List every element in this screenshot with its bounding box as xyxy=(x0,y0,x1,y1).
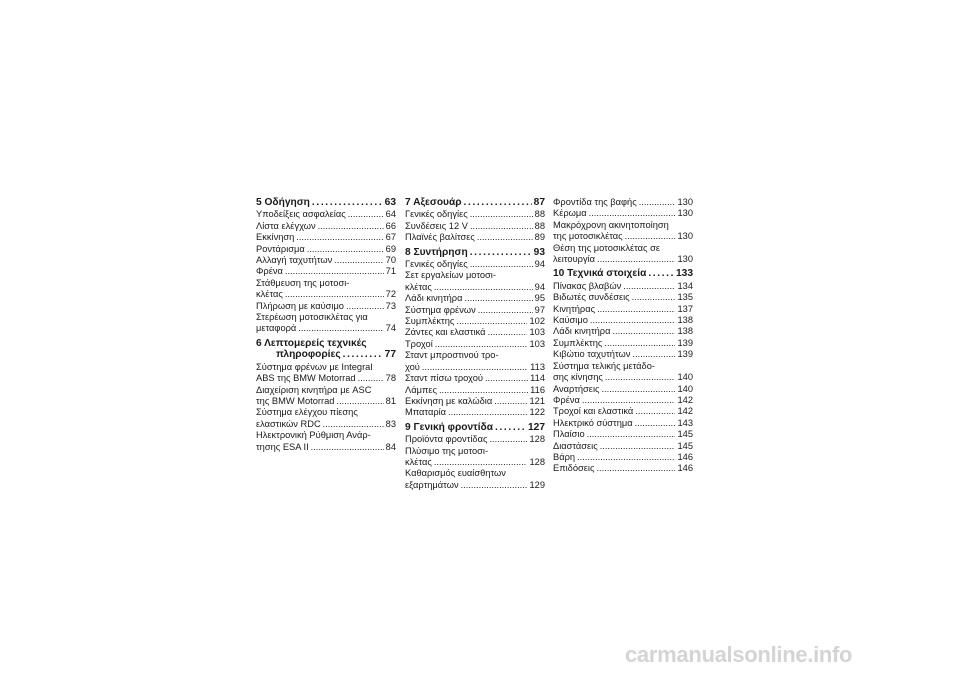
dot-leader xyxy=(346,301,384,312)
toc-page-number: 94 xyxy=(534,259,545,270)
dot-leader xyxy=(612,326,675,337)
toc-page-number: 103 xyxy=(529,327,545,338)
toc-entry-title: σης κίνησης xyxy=(553,372,603,383)
toc-page-number: 128 xyxy=(529,434,545,445)
toc-entry-title: ABS της BMW Motorrad xyxy=(256,373,356,384)
toc-entry-title: Γενικές οδηγίες xyxy=(405,259,468,270)
dot-leader xyxy=(336,396,383,407)
toc-chapter-heading[interactable] xyxy=(256,197,396,208)
toc-page-number: 145 xyxy=(677,440,693,451)
toc-page-number: 128 xyxy=(529,456,545,467)
toc-page-number: 63 xyxy=(384,197,396,208)
dot-leader xyxy=(632,292,676,303)
toc-entry[interactable] xyxy=(405,339,545,350)
toc-entry[interactable] xyxy=(553,208,693,219)
dot-leader xyxy=(285,266,384,277)
toc-entry-title: Λάμπες xyxy=(405,384,437,395)
dot-leader xyxy=(604,338,675,349)
toc-page-number: 140 xyxy=(677,383,693,394)
toc-page-number: 130 xyxy=(677,208,693,219)
toc-entry[interactable] xyxy=(405,468,545,491)
dot-leader xyxy=(623,281,675,292)
dot-leader xyxy=(632,349,675,360)
toc-page-number: 84 xyxy=(385,441,396,452)
toc-entry-title: Εκκίνηση με καλώδια xyxy=(405,395,493,406)
toc-chapter-heading[interactable] xyxy=(405,247,545,258)
toc-entry[interactable] xyxy=(256,407,396,430)
toc-page-number: 89 xyxy=(534,232,545,243)
dot-leader xyxy=(470,247,532,258)
toc-entry-title-line: Καθαρισμός ευαίσθητων xyxy=(405,468,506,479)
toc-entry[interactable] xyxy=(553,197,693,208)
toc-page-number: 67 xyxy=(385,232,396,243)
toc-entry-title-line: 6 Λεπτομερείς τεχνικές xyxy=(256,337,367,349)
toc-entry[interactable] xyxy=(553,463,693,474)
toc-entry-title: Βάρη xyxy=(553,451,576,462)
toc-page-number: 95 xyxy=(534,293,545,304)
toc-page-number: 77 xyxy=(384,349,396,361)
toc-page-number: 142 xyxy=(677,406,693,417)
toc-page-number: 139 xyxy=(677,349,693,360)
toc-entry[interactable] xyxy=(405,385,545,396)
dot-leader xyxy=(590,315,676,326)
toc-page-number: 103 xyxy=(529,338,545,349)
toc-entry-title-line: Σετ εργαλείων μοτοσι- xyxy=(405,270,496,281)
toc-chapter-heading[interactable] xyxy=(405,197,545,208)
toc-entry[interactable] xyxy=(405,434,545,445)
toc-page-number: 145 xyxy=(677,429,693,440)
toc-page-number: 73 xyxy=(385,300,396,311)
toc-entry-title: Κέρωμα xyxy=(553,208,587,219)
toc-entry[interactable] xyxy=(553,429,693,440)
toc-page-number: 121 xyxy=(529,395,545,406)
dot-leader xyxy=(334,255,383,266)
toc-entry-title-line: Σύστημα φρένων με Integral xyxy=(256,361,373,372)
toc-entry[interactable] xyxy=(553,326,693,337)
toc-page-number: 142 xyxy=(677,394,693,405)
toc-entry-title: Σύστημα φρένων xyxy=(405,304,476,315)
toc-entry-title: Πλαϊνές βαλίτσες xyxy=(405,232,475,243)
toc-entry-title: Καύσιμο xyxy=(553,315,588,326)
toc-entry-title: Ροντάρισμα xyxy=(256,243,305,254)
dot-leader xyxy=(625,231,676,242)
toc-entry-title: πληροφορίες xyxy=(276,349,341,361)
toc-entry[interactable] xyxy=(256,209,396,220)
dot-leader xyxy=(470,209,533,220)
toc-entry[interactable] xyxy=(405,407,545,418)
toc-page-number: 114 xyxy=(530,373,545,384)
toc-page-number: 143 xyxy=(677,417,693,428)
toc-entry-title-line: Διαχείριση κινητήρα με ASC xyxy=(256,384,372,395)
toc-page-number: 102 xyxy=(529,316,545,327)
toc-entry-title: λειτουργία xyxy=(553,254,596,265)
dot-leader xyxy=(439,385,528,396)
dot-leader xyxy=(477,232,533,243)
toc-entry-title: Συνδέσεις 12 V xyxy=(405,220,468,231)
dot-leader xyxy=(435,339,528,350)
toc-entry-title: Φρένα xyxy=(256,266,283,277)
dot-leader xyxy=(589,208,676,219)
toc-entry[interactable] xyxy=(256,301,396,312)
toc-entry-title: Ζάντες και ελαστικά xyxy=(405,327,486,338)
dot-leader xyxy=(597,254,675,265)
toc-entry-title: Υποδείξεις ασφαλείας xyxy=(256,209,346,220)
toc-entry-title: Συμπλέκτης xyxy=(553,337,603,348)
toc-page-number: 81 xyxy=(385,395,396,406)
toc-entry-title: Διαστάσεις xyxy=(553,440,598,451)
toc-entry-title: Φροντίδα της βαφής xyxy=(553,197,637,207)
toc-entry-title: Εκκίνηση xyxy=(256,232,295,243)
dot-leader xyxy=(488,327,528,338)
dot-leader xyxy=(587,429,676,440)
toc-entry[interactable] xyxy=(405,232,545,243)
toc-entry[interactable] xyxy=(553,361,693,384)
toc-entry-title: 5 Οδήγηση xyxy=(256,197,310,208)
dot-leader xyxy=(494,396,527,407)
toc-page-number: 133 xyxy=(676,268,693,280)
toc-page-number: 122 xyxy=(529,407,545,418)
toc-column-2 xyxy=(405,197,545,491)
toc-page-number: 130 xyxy=(677,231,693,242)
toc-entry-title: Σταντ πίσω τροχού xyxy=(405,373,483,384)
dot-leader xyxy=(639,197,676,208)
dot-leader xyxy=(323,419,384,430)
toc-entry-title-line: Σύστημα τελικής μετάδο- xyxy=(553,360,655,371)
toc-page-number: 113 xyxy=(530,361,545,372)
toc-entry[interactable] xyxy=(256,266,396,277)
toc-page-number: 83 xyxy=(385,418,396,429)
dot-leader xyxy=(597,304,675,315)
toc-page-number: 71 xyxy=(385,266,396,277)
toc-entry-title: Κιβώτιο ταχυτήτων xyxy=(553,349,631,360)
toc-entry-title: Προϊόντα φροντίδας xyxy=(405,434,488,445)
dot-leader xyxy=(343,349,383,360)
toc-entry[interactable] xyxy=(553,315,693,326)
toc-entry-title: τησης ESA II xyxy=(256,441,309,452)
toc-entry-title-line: Στερέωση μοτοσικλέτας για xyxy=(256,312,368,323)
toc-entry-title: κλέτας xyxy=(256,289,283,300)
toc-page-number: 137 xyxy=(677,303,693,314)
toc-entry-title: Λάδι κινητήρα xyxy=(553,326,611,337)
toc-entry-title: της μοτοσικλέτας xyxy=(553,231,623,242)
toc-page-number: 72 xyxy=(385,289,396,300)
toc-entry-title: Λάδι κινητήρα xyxy=(405,293,463,304)
toc-page-number: 134 xyxy=(677,280,693,291)
dot-leader xyxy=(456,316,527,327)
toc-column-3 xyxy=(553,197,693,475)
toc-entry-title: Ηλεκτρικό σύστημα xyxy=(553,417,633,428)
toc-entry-title: 10 Τεχνικά στοιχεία xyxy=(553,268,647,280)
toc-entry[interactable] xyxy=(405,446,545,469)
toc-entry[interactable] xyxy=(553,452,693,463)
toc-entry-title: Τροχοί και ελαστικά xyxy=(553,406,634,417)
toc-entry[interactable] xyxy=(405,373,545,384)
toc-entry-title-line: Ηλεκτρονική Ρύθμιση Ανάρ- xyxy=(256,430,371,441)
toc-entry-title-line: Στάθμευση της μοτοσι- xyxy=(256,277,350,288)
dot-leader xyxy=(296,232,383,243)
toc-page-number: 146 xyxy=(677,463,693,474)
toc-entry[interactable] xyxy=(405,396,545,407)
toc-entry[interactable] xyxy=(405,350,545,373)
toc-entry[interactable] xyxy=(553,441,693,452)
dot-leader xyxy=(635,418,676,429)
watermark-text[interactable]: carmanualsonline.info xyxy=(625,642,853,667)
dot-leader xyxy=(470,259,533,270)
toc-entry-title-line: Θέση της μοτοσικλέτας σε xyxy=(553,242,660,253)
toc-entry[interactable] xyxy=(553,406,693,417)
toc-entry-title: ελαστικών RDC xyxy=(256,418,321,429)
toc-entry[interactable] xyxy=(256,362,396,385)
toc-page-number: 138 xyxy=(677,315,693,326)
toc-entry-title: εξαρτημάτων xyxy=(405,479,459,490)
toc-page-number: 87 xyxy=(533,197,545,208)
toc-entry[interactable] xyxy=(553,304,693,315)
dot-leader xyxy=(577,452,675,463)
toc-entry-title: Λίστα ελέγχων xyxy=(256,220,316,231)
toc-page-number: 64 xyxy=(385,209,396,220)
toc-chapter-heading[interactable] xyxy=(553,268,693,279)
toc-entry-title: 7 Αξεσουάρ xyxy=(405,197,462,208)
dot-leader xyxy=(448,407,527,418)
toc-entry[interactable] xyxy=(553,338,693,349)
toc-entry-title: Μπαταρία xyxy=(405,407,447,418)
toc-column-1 xyxy=(256,197,396,453)
toc-entry[interactable] xyxy=(256,244,396,255)
dot-leader xyxy=(495,422,526,433)
dot-leader xyxy=(285,289,384,300)
toc-page-number: 78 xyxy=(385,373,396,384)
dot-leader xyxy=(434,282,533,293)
toc-entry[interactable] xyxy=(405,316,545,327)
toc-entry[interactable] xyxy=(405,327,545,338)
dot-leader xyxy=(464,293,532,304)
toc-page-number: 66 xyxy=(385,220,396,231)
toc-entry[interactable] xyxy=(405,270,545,293)
toc-entry[interactable] xyxy=(405,259,545,270)
dot-leader xyxy=(358,373,384,384)
toc-entry[interactable] xyxy=(553,292,693,303)
toc-entry-title-line: Μακρόχρονη ακινητοποίηση xyxy=(553,219,669,230)
toc-chapter-heading[interactable] xyxy=(405,422,545,433)
toc-entry[interactable] xyxy=(553,349,693,360)
toc-entry[interactable] xyxy=(256,385,396,408)
toc-page-number: 97 xyxy=(534,304,545,315)
toc-page-number: 138 xyxy=(677,326,693,337)
dot-leader xyxy=(648,268,674,279)
toc-page-number: 74 xyxy=(385,323,396,334)
dot-leader xyxy=(348,209,384,220)
toc-page-number: 135 xyxy=(677,292,693,303)
toc-page-number: 88 xyxy=(534,209,545,220)
toc-page-number: 130 xyxy=(677,254,693,265)
toc-entry[interactable] xyxy=(553,418,693,429)
toc-chapter-heading[interactable] xyxy=(256,338,396,361)
toc-entry[interactable] xyxy=(553,395,693,406)
toc-page-number: 116 xyxy=(530,384,545,395)
toc-page-number: 129 xyxy=(529,479,545,490)
toc-entry[interactable] xyxy=(405,293,545,304)
toc-entry[interactable] xyxy=(553,220,693,243)
toc-page-number: 127 xyxy=(528,421,545,433)
toc-entry-title: χού xyxy=(405,361,420,372)
dot-leader xyxy=(470,221,533,232)
toc-entry-title: Πλήρωση με καύσιμο xyxy=(256,300,344,311)
toc-entry-title: Βιδωτές συνδέσεις xyxy=(553,292,630,303)
toc-page-number: 69 xyxy=(385,243,396,254)
dot-leader xyxy=(478,305,533,316)
toc-entry[interactable] xyxy=(553,243,693,266)
toc-page-number: 130 xyxy=(677,197,693,207)
toc-entry-title-line: Πλύσιμο της μοτοσι- xyxy=(405,445,489,456)
toc-page-number: 93 xyxy=(533,246,545,258)
toc-entry-title-line: Σύστημα ελέγχου πίεσης xyxy=(256,407,358,418)
toc-entry[interactable] xyxy=(256,232,396,243)
toc-entry[interactable] xyxy=(256,221,396,232)
dot-leader xyxy=(461,480,528,491)
toc-entry-title: Επιδόσεις xyxy=(553,463,595,474)
toc-entry-title: Πίνακας βλαβών xyxy=(553,280,622,291)
toc-entry-title: Γενικές οδηγίες xyxy=(405,209,468,220)
toc-entry[interactable] xyxy=(405,305,545,316)
toc-entry[interactable] xyxy=(405,209,545,220)
dot-leader xyxy=(464,197,532,208)
toc-entry[interactable] xyxy=(256,278,396,301)
toc-page-number: 94 xyxy=(534,281,545,292)
dot-leader xyxy=(307,244,384,255)
toc-entry-title: μεταφορά xyxy=(256,323,297,334)
toc-page-number: 140 xyxy=(677,372,693,383)
toc-entry[interactable] xyxy=(405,221,545,232)
dot-leader xyxy=(422,362,528,373)
toc-entry-title-line: Σταντ μπροστινού τρο- xyxy=(405,350,499,361)
toc-entry-title: της BMW Motorrad xyxy=(256,395,335,406)
toc-entry-title: Πλαίσιο xyxy=(553,429,585,440)
dot-leader xyxy=(582,395,676,406)
dot-leader xyxy=(605,372,676,383)
toc-entry[interactable] xyxy=(256,255,396,266)
toc-entry[interactable] xyxy=(553,384,693,395)
toc-entry-title: 8 Συντήρηση xyxy=(405,246,468,258)
toc-entry[interactable] xyxy=(256,430,396,453)
toc-entry[interactable] xyxy=(256,312,396,335)
dot-leader xyxy=(312,197,383,208)
dot-leader xyxy=(596,463,675,474)
dot-leader xyxy=(311,442,384,453)
toc-entry-title: κλέτας xyxy=(405,456,432,467)
dot-leader xyxy=(601,384,675,395)
dot-leader xyxy=(600,441,676,452)
toc-page-number: 146 xyxy=(677,451,693,462)
toc-entry-title: 9 Γενική φροντίδα xyxy=(405,421,493,433)
dot-leader xyxy=(434,457,528,468)
toc-entry[interactable] xyxy=(553,281,693,292)
dot-leader xyxy=(318,221,384,232)
toc-entry-title: κλέτας xyxy=(405,281,432,292)
dot-leader xyxy=(485,373,528,384)
toc-entry-title: Κινητήρας xyxy=(553,303,596,314)
toc-page-number: 88 xyxy=(534,220,545,231)
dot-leader xyxy=(635,406,675,417)
toc-page-number: 139 xyxy=(677,337,693,348)
toc-entry-title: Τροχοί xyxy=(405,338,433,349)
toc-entry-title: Αναρτήσεις xyxy=(553,383,600,394)
toc-page-number: 70 xyxy=(385,255,396,266)
toc-entry-title: Αλλαγή ταχυτήτων xyxy=(256,255,333,266)
toc-entry-title: Συμπλέκτης xyxy=(405,316,455,327)
toc-entry-title: Φρένα xyxy=(553,394,580,405)
dot-leader xyxy=(298,323,383,334)
dot-leader xyxy=(489,434,527,445)
